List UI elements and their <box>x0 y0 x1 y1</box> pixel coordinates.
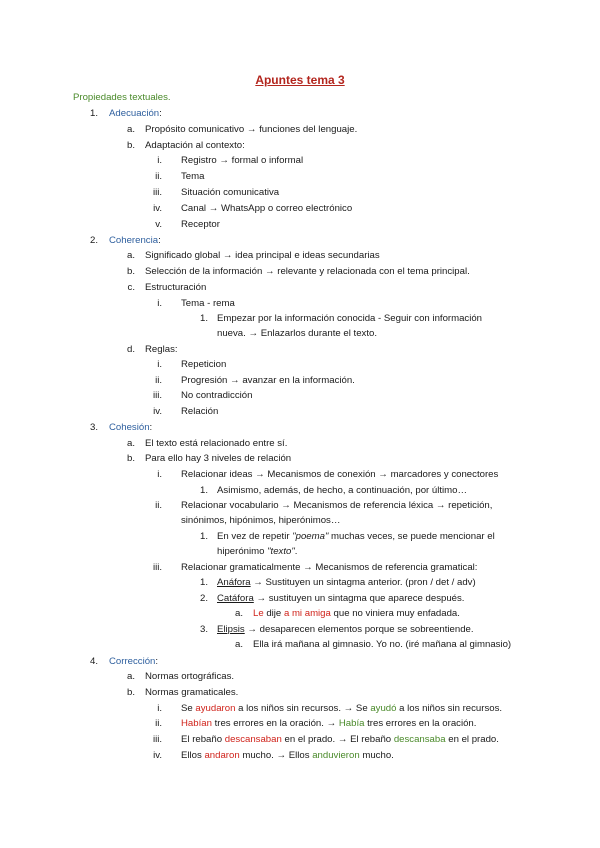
text-run: muchas veces, se puede mencionar el <box>328 531 495 542</box>
text-run: → sustituyen un sintagma que aparece después. <box>253 593 465 604</box>
term-elipsis: Elipsis <box>217 624 245 635</box>
list-item: Normas ortográficas. <box>145 671 235 682</box>
term-catafora: Catáfora <box>217 593 254 604</box>
list-item: Canal → WhatsApp o correo electrónico <box>181 203 353 214</box>
list-item <box>253 607 460 621</box>
list-item: Relacionar gramaticalmente → Mecanismos de referencia gramatical: <box>181 562 478 573</box>
list-item: Significado global → idea principal e ideas secundarias <box>145 250 380 261</box>
text-run: mucho. <box>359 750 394 761</box>
text-run: tres errores en la oración. → <box>211 718 339 729</box>
list-marker: 2. <box>89 235 98 246</box>
term-label: Coherencia <box>109 235 159 246</box>
text-run: dije <box>263 608 284 619</box>
list-marker: iii. <box>152 390 162 401</box>
list-marker: i. <box>157 298 162 309</box>
list-marker: iv. <box>153 750 162 761</box>
list-marker: 3. <box>199 624 208 635</box>
list-marker: i. <box>157 703 162 714</box>
list-item: Situación comunicativa <box>181 187 280 198</box>
list-marker: ii. <box>155 718 162 729</box>
list-item <box>217 576 476 590</box>
list-item-coherencia: Coherencia: <box>109 235 161 246</box>
text-run: . <box>294 546 298 557</box>
list-item: Estructuración <box>145 282 207 293</box>
text-run: → Sustituyen un sintagma anterior. (pron / det / adv) <box>250 577 476 588</box>
text-run: a los niños sin recursos. <box>396 703 503 714</box>
correct-word: ayudó <box>370 703 397 714</box>
list-marker: 2. <box>199 593 208 604</box>
text-run: que no viniera muy enfadada. <box>330 608 460 619</box>
list-marker: iv. <box>153 406 162 417</box>
term-anafora: Anáfora <box>217 577 251 588</box>
text-run: El rebaño <box>181 734 225 745</box>
list-item-continuation: sinónimos, hipónimos, hiperónimos… <box>181 515 341 526</box>
list-item: Empezar por la información conocida - Seguir con información <box>217 313 483 324</box>
list-marker: b. <box>126 140 135 151</box>
list-marker: 1. <box>199 577 208 588</box>
list-item <box>217 623 474 637</box>
list-marker: b. <box>126 687 135 698</box>
list-item-continuation <box>217 545 297 559</box>
list-item-continuation: nueva. → Enlazarlos durante el texto. <box>217 328 377 339</box>
list-marker: iii. <box>152 734 162 745</box>
list-item <box>217 530 495 544</box>
error-word: descansaban <box>224 734 282 745</box>
quoted-word: "poema" <box>292 531 329 542</box>
list-item: Ella irá mañana al gimnasio. Yo no. (iré mañana al gimnasio) <box>253 639 512 650</box>
text-run: mucho. → Ellos <box>239 750 313 761</box>
text-run: hiperónimo <box>217 546 268 557</box>
list-marker: 1. <box>199 531 208 542</box>
list-marker: 1. <box>199 313 208 324</box>
list-marker: ii. <box>155 171 162 182</box>
error-word: ayudaron <box>195 703 236 714</box>
highlight-red: a mi amiga <box>283 608 331 619</box>
list-item: Tema <box>181 171 205 182</box>
list-marker: 4. <box>89 656 98 667</box>
error-word: Habían <box>181 718 212 729</box>
list-marker: a. <box>126 124 135 135</box>
correct-word: descansaba <box>393 734 446 745</box>
list-item: Relación <box>181 406 219 417</box>
list-item <box>181 733 499 747</box>
highlight-red: Le <box>253 608 264 619</box>
list-marker: 1. <box>199 485 208 496</box>
list-item: No contradicción <box>181 390 253 401</box>
text-run: en el prado. <box>445 734 499 745</box>
list-item <box>181 749 394 763</box>
list-marker: ii. <box>155 375 162 386</box>
text-run: → desaparecen elementos porque se sobreentiende. <box>244 624 474 635</box>
list-marker: a. <box>126 250 135 261</box>
list-marker: a. <box>234 608 243 619</box>
list-marker: c. <box>127 282 135 293</box>
list-item: Reglas: <box>145 344 178 355</box>
page-title: Apuntes tema 3 <box>255 73 345 87</box>
list-marker: a. <box>234 639 243 650</box>
list-marker: d. <box>126 344 135 355</box>
list-item: Propósito comunicativo → funciones del lenguaje. <box>145 124 358 135</box>
term-label: Adecuación <box>109 108 160 119</box>
list-marker: a. <box>126 438 135 449</box>
list-item: Registro → formal o informal <box>181 155 304 166</box>
list-marker: 1. <box>89 108 98 119</box>
list-item <box>181 702 502 716</box>
list-item-correccion: Corrección: <box>109 656 159 667</box>
list-marker: i. <box>157 469 162 480</box>
list-item: Progresión → avanzar en la información. <box>181 375 355 386</box>
list-item: Para ello hay 3 niveles de relación <box>145 453 292 464</box>
list-marker: iv. <box>153 203 162 214</box>
list-marker: b. <box>126 266 135 277</box>
list-marker: i. <box>157 359 162 370</box>
list-item: Selección de la información → relevante y relacionada con el tema principal. <box>145 266 470 277</box>
list-item: El texto está relacionado entre sí. <box>145 438 288 449</box>
text-run: Ellos <box>181 750 205 761</box>
text-run: tres errores en la oración. <box>364 718 477 729</box>
term-label: Corrección <box>109 656 156 667</box>
list-item-adecuacion: Adecuación: <box>109 108 162 119</box>
list-item: Relacionar ideas → Mecanismos de conexión → marcadores y conectores <box>181 469 499 480</box>
text-run: en el prado. → El rebaño <box>281 734 394 745</box>
list-item: Relacionar vocabulario → Mecanismos de referencia léxica → repetición, <box>181 500 493 511</box>
section-heading: Propiedades textuales. <box>73 92 171 103</box>
list-marker: ii. <box>155 500 162 511</box>
list-item: Repeticion <box>181 359 227 370</box>
text-run: Se <box>181 703 196 714</box>
correct-word: anduvieron <box>312 750 360 761</box>
text-run: a los niños sin recursos. → Se <box>235 703 371 714</box>
list-item-cohesion: Cohesión: <box>109 422 153 433</box>
list-marker: 3. <box>89 422 98 433</box>
list-item: Adaptación al contexto: <box>145 140 245 151</box>
list-item: Normas gramaticales. <box>145 687 239 698</box>
list-item <box>217 592 464 606</box>
quoted-word: "texto" <box>267 546 295 557</box>
list-marker: iii. <box>152 187 162 198</box>
correct-word: Había <box>338 718 365 729</box>
list-item: Asimismo, además, de hecho, a continuación, por último… <box>217 485 468 496</box>
list-marker: i. <box>157 155 162 166</box>
list-item: Receptor <box>181 219 220 230</box>
term-label: Cohesión <box>109 422 150 433</box>
list-marker: iii. <box>152 562 162 573</box>
list-marker: b. <box>126 453 135 464</box>
list-item <box>181 717 476 731</box>
list-marker: a. <box>126 671 135 682</box>
list-item: Tema - rema <box>181 298 235 309</box>
error-word: andaron <box>204 750 240 761</box>
text-run: En vez de repetir <box>217 531 293 542</box>
list-marker: v. <box>155 219 162 230</box>
